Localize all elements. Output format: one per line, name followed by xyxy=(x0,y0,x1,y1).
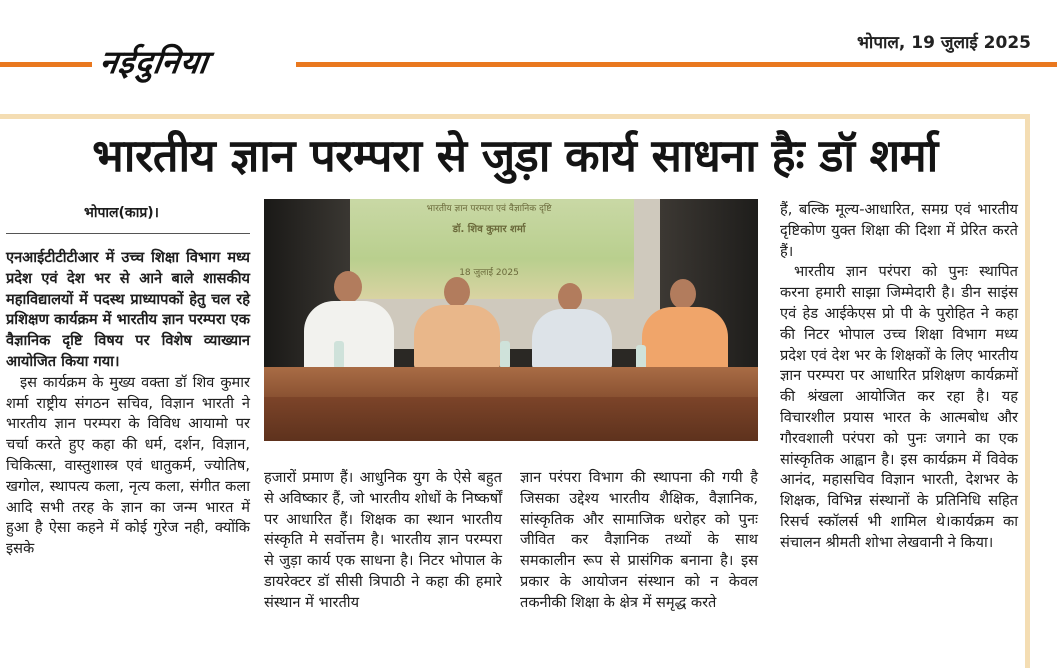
screen-date: 18 जुलाई 2025 xyxy=(459,268,519,278)
event-photo xyxy=(264,199,758,441)
body-paragraph: हैं, बल्कि मूल्य-आधारित, समग्र एवं भारतीय दृष्टिकोण युक्त शिक्षा की दिशा में प्रेरित करते हैं। xyxy=(780,201,1018,260)
newspaper-logo: नईदुनिया xyxy=(97,43,211,81)
column-1 xyxy=(6,248,250,560)
masthead-rule-left xyxy=(0,62,92,67)
person-body xyxy=(642,307,728,371)
column-4 xyxy=(780,200,1018,554)
body-paragraph: भारतीय ज्ञान परंपरा को पुनः स्थापित करना हमारी साझा जिम्मेदारी है। डीन साइंस एवं हेड आईकेएस प्रो पी के पुरोहित ने कहा की निटर भोपाल उच्च शिक्षा विभाग मध्य प्रदेश एवं देश भर के शिक्षकों के लिए भारतीय ज्ञान परम्परा पर आधारित प्रशिक्षण कार्यक्रमों की श्रंखला आयोजित कर रहा है। यह विचारशील प्रयास भारत के आत्मबोध और गौरवशाली परंपरा को पुनः जगाने का एक सांस्कृतिक आह्वान है। इस कार्यक्रम में विवेक आनंद, महासचिव विज्ञान भारती, देशभर के शिक्षक, विभिन्न संस्थानों के प्रतिनिधि सहित रिसर्च स्कॉलर्स भी शामिल थे।कार्यक्रम का संचालन श्रीमती शोभा लेखवानी ने किया। xyxy=(780,263,1018,551)
column-2 xyxy=(264,468,502,614)
screen-speaker: डॉ. शिव कुमार शर्मा xyxy=(452,224,526,235)
screen-title: भारतीय ज्ञान परम्परा एवं वैज्ञानिक दृष्टि xyxy=(426,204,552,214)
table-top xyxy=(264,367,758,397)
water-bottle xyxy=(500,341,510,369)
body-paragraph: हजारों प्रमाण हैं। आधुनिक युग के ऐसे बहुत से अविष्कार हैं, जो भारतीय शोधों के निष्कर्षों पर आधारित हैं। शिक्षक का स्थान भारतीय संस्कृति मे सर्वोत्तम है। भारतीय ज्ञान परम्परा से जुड़ा कार्य एक साधना है। निटर भोपाल के डायरेक्टर डॉ सीसी त्रिपाठी ने कहा की हमारे संस्थान में भारतीय xyxy=(264,469,502,611)
masthead-rule-right xyxy=(296,62,1057,67)
edition-dateline: भोपाल, 19 जुलाई 2025 xyxy=(856,33,1031,53)
water-bottle xyxy=(334,341,344,369)
projector-screen xyxy=(344,199,634,299)
masthead xyxy=(0,0,1057,100)
person-head xyxy=(334,271,362,303)
column-3 xyxy=(520,468,758,614)
lead-paragraph: एनआईटीटीटीआर में उच्च शिक्षा विभाग मध्य प्रदेश एवं देश भर से आने बाले शासकीय महाविद्यालयों में पदस्थ प्राध्यापकों हेतु चल रहे प्रशिक्षण कार्यक्रम में भारतीय ज्ञान परम्परा एक वैज्ञानिक दृष्टि विषय पर विशेष व्याख्यान आयोजित किया गया। xyxy=(6,249,250,370)
article-source: भोपाल(काप्र)। xyxy=(84,205,159,221)
person-head xyxy=(444,277,470,307)
article-headline: भारतीय ज्ञान परम्परा से जुड़ा कार्य साधना हैः डॉ शर्मा xyxy=(92,129,938,182)
person-body xyxy=(532,309,612,369)
table-front xyxy=(264,397,758,441)
person-body xyxy=(304,301,394,371)
person-head xyxy=(670,279,696,309)
person-head xyxy=(558,283,582,311)
source-divider xyxy=(6,233,250,234)
body-paragraph: ज्ञान परंपरा विभाग की स्थापना की गयी है जिसका उद्देश्य भारतीय शैक्षिक, वैज्ञानिक, सांस्कृतिक और सामाजिक धरोहर को पुनः जीवित कर वैज्ञानिक तथ्यों के साथ समकालीन रूप से प्रासंगिक बनाना है। इस प्रकार के आयोजन संस्थान को न केवल तकनीकी शिक्षा के क्षेत्र में समृद्ध करते xyxy=(520,469,758,611)
body-paragraph: इस कार्यक्रम के मुख्य वक्ता डॉ शिव कुमार शर्मा राष्ट्रीय संगठन सचिव, विज्ञान भारती ने भारतीय ज्ञान परम्परा के विविध आयामो पर चर्चा करते हुए कहा की धर्म, दर्शन, विज्ञान, चिकित्सा, वास्तुशास्त्र एवं धातुकर्म, ज्योतिष, खगोल, स्थापत्य कला, नृत्य कला, संगीत कला आदि सभी तरह के ज्ञान का जन्म भारत में हुआ है ऐसा कहने में कोई गुरेज नही, क्योंकि इसके xyxy=(6,373,250,558)
person-body xyxy=(414,305,500,369)
